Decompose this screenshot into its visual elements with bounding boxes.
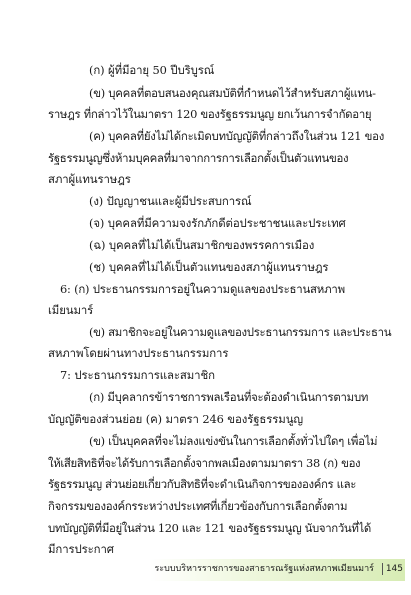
- text-line: 7: ประธานกรรมการและสมาชิก: [60, 368, 215, 382]
- page-footer: [0, 556, 411, 582]
- text-line: รัฐธรรมนูญซึ่งห้ามบุคคลที่มาจากการการเลือกตั้งเป็นตัวแทนของ: [48, 151, 349, 165]
- text-line: (จ) บุคคลที่มีความจงรักภักดีต่อประชาชนและประเทศ: [89, 216, 346, 230]
- text-line: (ข) บุคคลที่ตอบสนองคุณสมบัติที่กำหนดไว้สำหรับสภาผู้แทน-: [89, 86, 376, 100]
- text-line: (ค) บุคคลที่ยังไม่ได้กะเมิดบทบัญญัติที่กล่าวถึงในส่วน 121 ของ: [89, 129, 385, 143]
- text-line: (ช) บุคคลที่ไม่ได้เป็นตัวแทนของสภาผู้แทนราษฎร: [89, 260, 329, 274]
- text-line: (ฉ) บุคคลที่ไม่ได้เป็นสมาชิกของพรรคการเมือง: [89, 238, 315, 252]
- footer-divider: [382, 563, 383, 575]
- text-line: สภาผู้แทนราษฎร: [48, 172, 131, 186]
- text-line: (ก) มีบุคลากรข้าราชการพลเรือนที่จะต้องดำเนินการตามบท: [89, 390, 369, 404]
- text-line: (ก) ผู้ที่มีอายุ 50 ปีบริบูรณ์: [89, 63, 215, 77]
- text-line: มีการประกาศ: [48, 542, 114, 556]
- text-line: เมียนมาร์: [48, 303, 94, 317]
- text-line: 6: (ก) ประธานกรรมการอยู่ในความดูแลของประธานสหภาพ: [60, 282, 345, 296]
- text-line: ให้เสียสิทธิที่จะได้รับการเลือกตั้งจากพลเมืองตามมาตรา 38 (ก) ของ: [48, 456, 361, 470]
- text-line: (ง) ปัญญาชนและผู้มีประสบการณ์: [89, 194, 252, 208]
- text-line: รัฐธรรมนูญ ส่วนย่อยเกี่ยวกับสิทธิที่จะดำเนินกิจการขององค์กร และ: [48, 477, 356, 491]
- page-number: 145: [385, 564, 403, 574]
- text-line: บทบัญญัติที่มีอยู่ในส่วน 120 และ 121 ของรัฐธรรมนูญ นับจากวันที่ได้: [48, 521, 371, 535]
- text-line: สหภาพโดยผ่านทางประธานกรรมการ: [48, 346, 229, 360]
- text-line: (ข) เป็นบุคคลที่จะไม่ลงแข่งขันในการเลือกตั้งทั่วไปใดๆ เพื่อไม่: [89, 434, 378, 448]
- text-line: (ข) สมาชิกจะอยู่ในความดูแลของประธานกรรมการ และประธาน: [89, 325, 392, 339]
- text-line: กิจกรรมขององค์กรระหว่างประเทศที่เกี่ยวข้องกับการเลือกตั้งตาม: [48, 499, 348, 513]
- text-line: ราษฎร ที่กล่าวไว้ในมาตรา 120 ของรัฐธรรมนูญ ยกเว้นการจำกัดอายุ: [48, 107, 372, 121]
- running-title: ระบบบริหารราชการของสาธารณรัฐแห่งสหภาพเมียนมาร์: [154, 564, 374, 574]
- text-line: บัญญัติของส่วนย่อย (ค) มาตรา 246 ของรัฐธรรมนูญ: [48, 412, 303, 426]
